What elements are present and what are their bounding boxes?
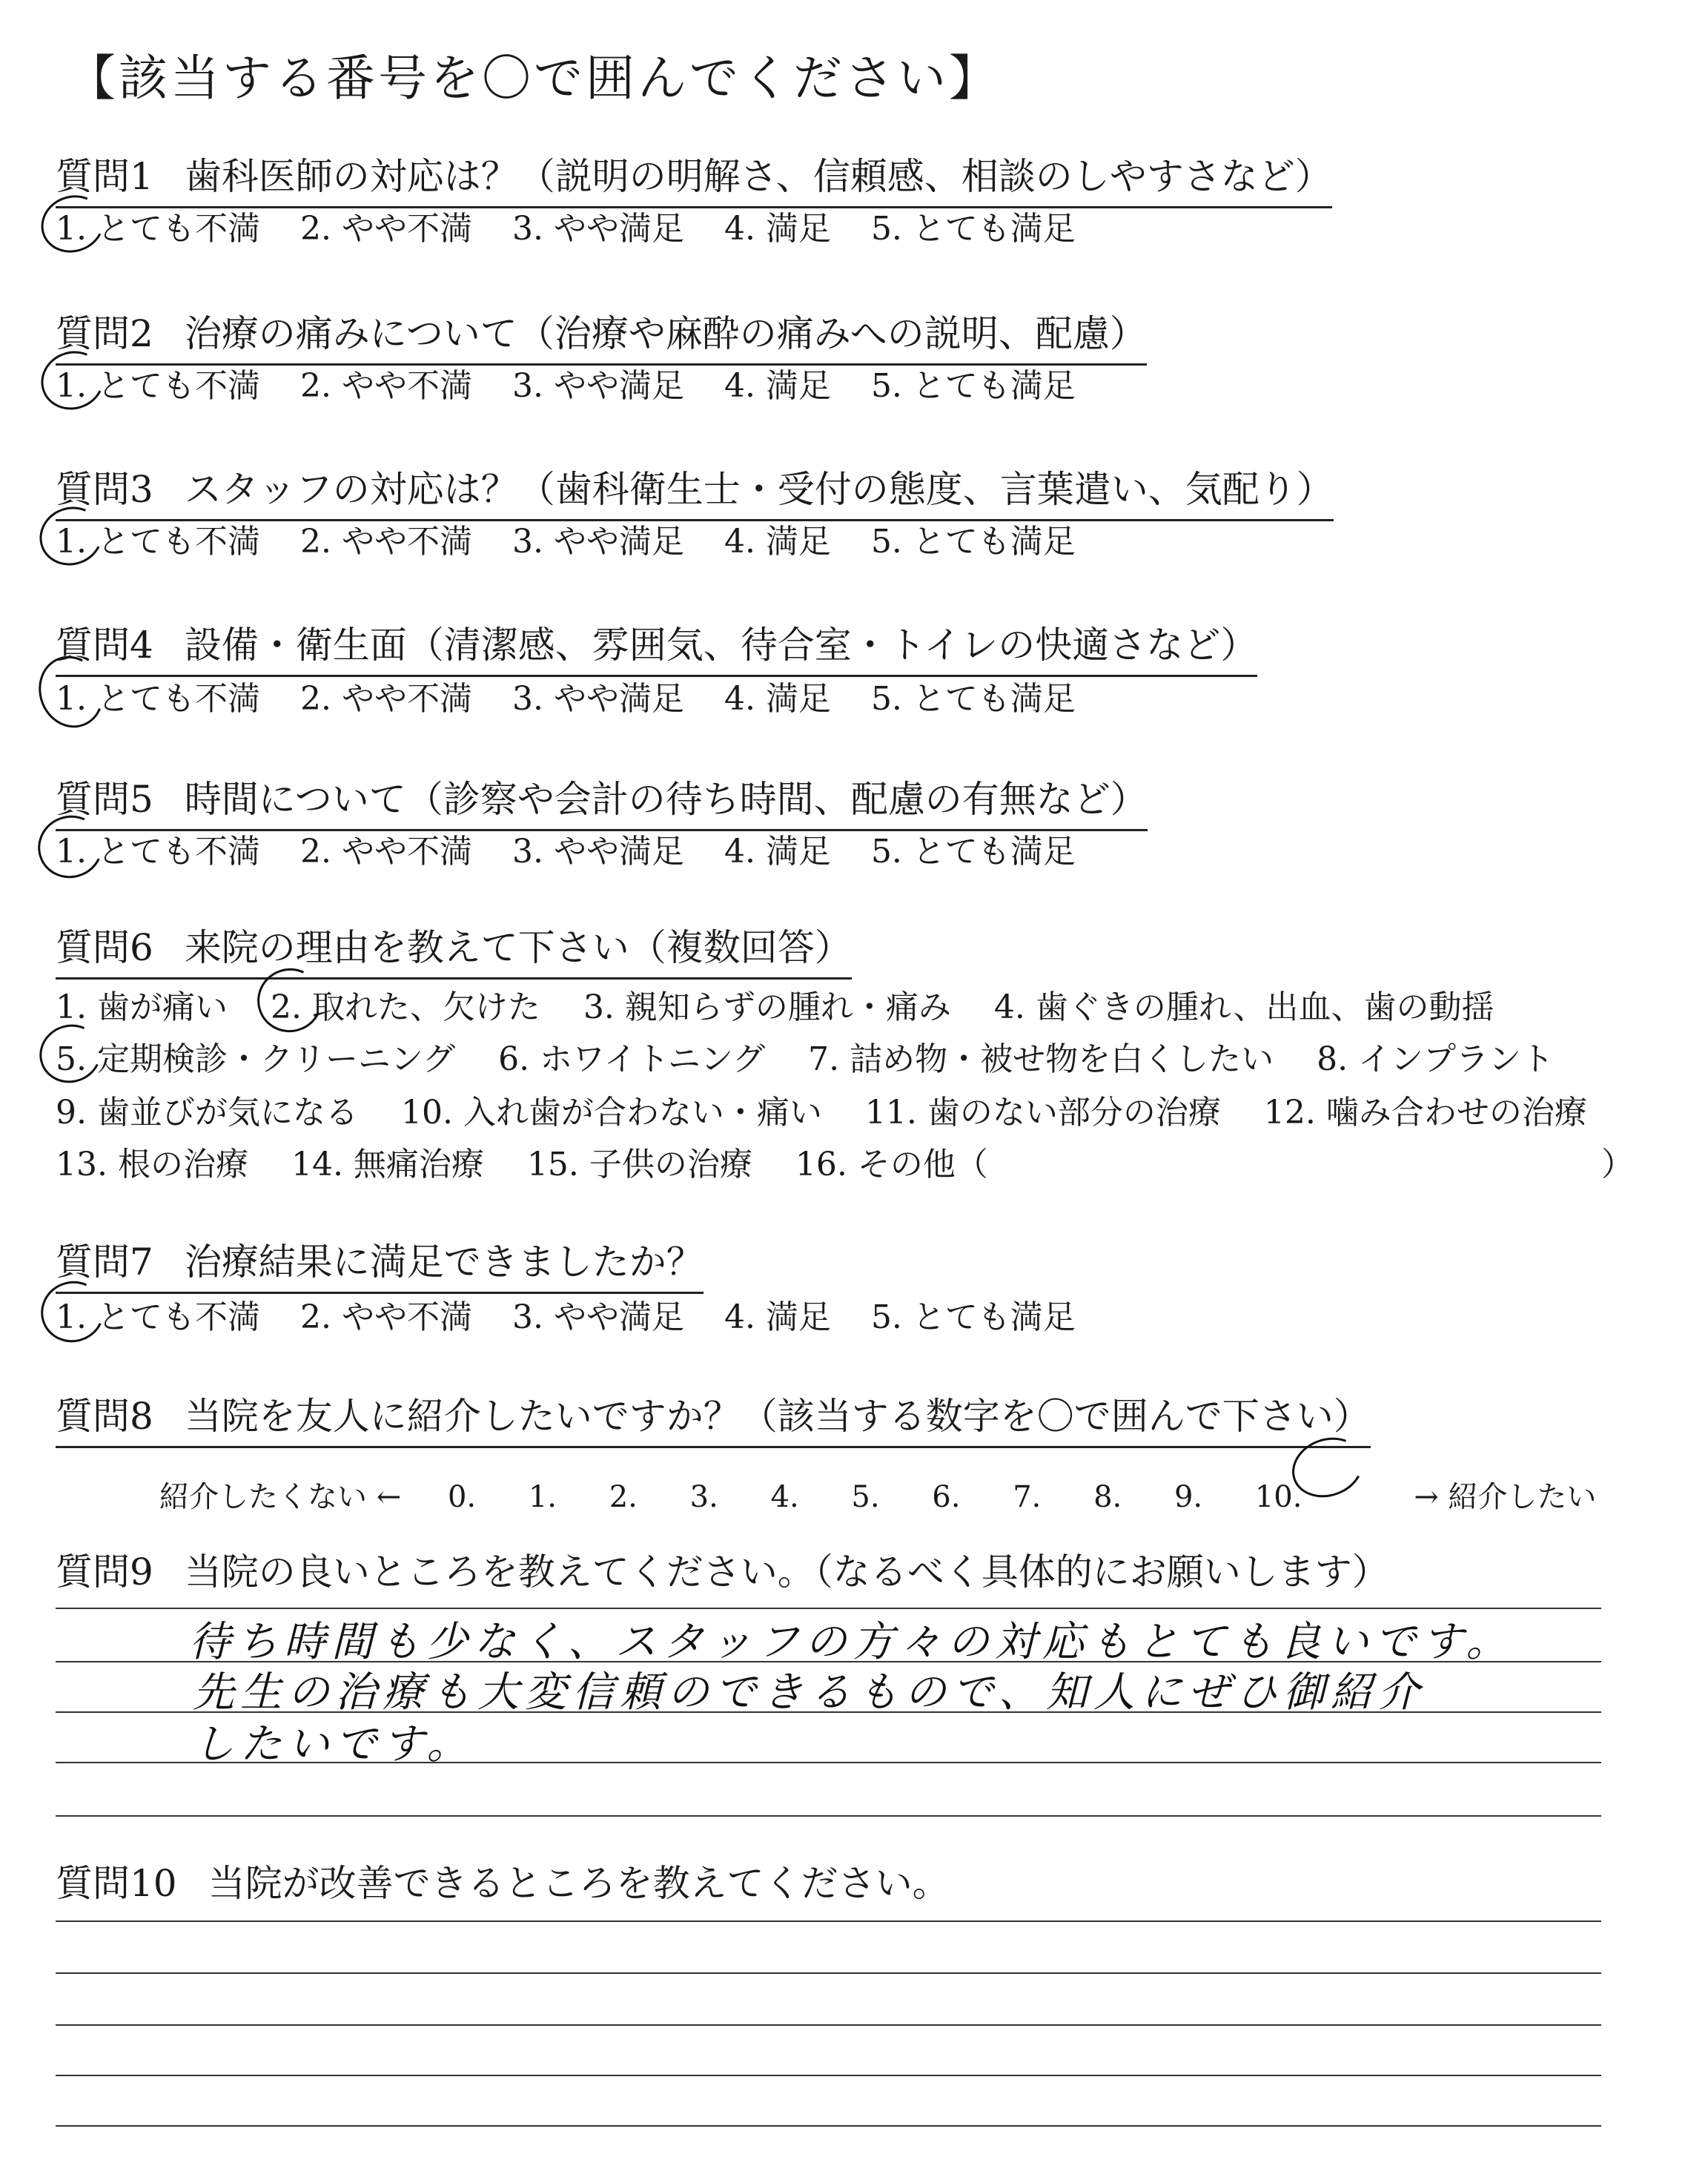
q5-option-5[interactable]: 5. とても満足: [870, 833, 1076, 871]
question-3-number: 質問3: [56, 468, 153, 511]
q5-option-4[interactable]: 4. 満足: [724, 833, 831, 871]
q5-option-1[interactable]: 1. とても不満: [56, 825, 260, 872]
scale-5[interactable]: 5.: [851, 1480, 880, 1514]
question-4-number: 質問4: [56, 624, 153, 667]
q6-option-1[interactable]: 1. 歯が痛い: [56, 988, 228, 1026]
handwritten-answer-line-2: 先生の治療も大変信頼のできるもので、知人にぜひ御紹介: [193, 1668, 1426, 1717]
scale-9[interactable]: 9.: [1174, 1480, 1203, 1514]
answer-line: [56, 2024, 1601, 2026]
question-8-scale: [159, 1449, 1596, 1516]
question-5-text: 時間について（診察や会計の待ち時間、配慮の有無など）: [184, 778, 1148, 821]
q4-option-5[interactable]: 5. とても満足: [870, 680, 1076, 718]
q3-option-5[interactable]: 5. とても満足: [870, 523, 1076, 561]
q1-option-3[interactable]: 3. やや満足: [512, 210, 684, 248]
answer-line: [56, 2075, 1601, 2076]
q2-option-1[interactable]: 1. とても不満: [56, 359, 260, 406]
question-6-row-2: [56, 1032, 1586, 1080]
question-9-number: 質問9: [56, 1550, 153, 1593]
q1-option-2[interactable]: 2. やや不満: [299, 210, 472, 248]
scale-low-label: 紹介したくない ←: [159, 1480, 402, 1514]
question-6-row-4: [56, 1137, 1021, 1185]
q6-option-14[interactable]: 14. 無痛治療: [291, 1146, 484, 1183]
question-5-options: [56, 825, 1105, 872]
question-6-row-1: [56, 980, 1527, 1028]
q6-option-9[interactable]: 9. 歯並びが気になる: [56, 1094, 358, 1132]
q7-option-4[interactable]: 4. 満足: [724, 1298, 831, 1336]
question-9-title: [56, 1542, 1389, 1602]
q7-option-2[interactable]: 2. やや不満: [299, 1298, 472, 1336]
scale-10[interactable]: 10.: [1255, 1449, 1375, 1514]
q6-option-6[interactable]: 6. ホワイトニング: [498, 1040, 766, 1078]
question-8-text: 当院を友人に紹介したいですか？（該当する数字を〇で囲んで下さい）: [184, 1395, 1371, 1438]
scale-6[interactable]: 6.: [932, 1480, 961, 1514]
q6-option-2[interactable]: 2. 取れた、欠けた: [271, 980, 540, 1028]
answer-line: [56, 1972, 1601, 1974]
q2-option-4[interactable]: 4. 満足: [724, 367, 831, 405]
question-1-text: 歯科医師の対応は？（説明の明解さ、信頼感、相談のしやすさなど）: [184, 155, 1332, 198]
q6-option-5[interactable]: 5. 定期検診・クリーニング: [56, 1032, 455, 1080]
q3-option-3[interactable]: 3. やや満足: [512, 523, 684, 561]
question-4-title: [56, 615, 1257, 677]
question-6-title: [56, 918, 852, 980]
q7-option-1[interactable]: 1. とても不満: [56, 1290, 260, 1338]
scale-8[interactable]: 8.: [1093, 1480, 1122, 1514]
question-2-title: [56, 304, 1147, 366]
answer-line: [56, 2125, 1601, 2127]
q3-option-4[interactable]: 4. 満足: [724, 523, 831, 561]
question-7-options: [56, 1290, 1105, 1338]
q2-option-5[interactable]: 5. とても満足: [870, 367, 1076, 405]
q6-option-10[interactable]: 10. 入れ歯が合わない・痛い: [400, 1094, 822, 1132]
scale-0[interactable]: 0.: [447, 1480, 477, 1514]
q2-option-2[interactable]: 2. やや不満: [299, 367, 472, 405]
question-3-text: スタッフの対応は？（歯科衛生士・受付の態度、言葉遣い、気配り）: [184, 468, 1334, 511]
scale-high-label: → 紹介したい: [1414, 1480, 1597, 1514]
question-2-text: 治療の痛みについて（治療や麻酔の痛みへの説明、配慮）: [184, 312, 1147, 355]
question-4-text: 設備・衛生面（清潔感、雰囲気、待合室・トイレの快適さなど）: [184, 624, 1258, 667]
q5-option-2[interactable]: 2. やや不満: [299, 833, 472, 871]
question-8-title: [56, 1387, 1371, 1448]
scale-1[interactable]: 1.: [528, 1480, 557, 1514]
question-10-number: 質問10: [56, 1862, 177, 1905]
question-1-options: [56, 202, 1105, 249]
q7-option-5[interactable]: 5. とても満足: [870, 1298, 1076, 1336]
q6-other-close-paren: ）: [1601, 1146, 1634, 1183]
q6-option-7[interactable]: 7. 詰め物・被せ物を白くしたい: [808, 1040, 1274, 1078]
question-10-text: 当院が改善できるところを教えてください。: [208, 1862, 950, 1905]
question-7-number: 質問7: [56, 1241, 153, 1284]
scale-7[interactable]: 7.: [1013, 1480, 1042, 1514]
question-10-title: [56, 1854, 950, 1913]
question-1-number: 質問1: [56, 155, 153, 198]
handwritten-answer-line-3: したいです。: [193, 1720, 474, 1768]
q5-option-3[interactable]: 3. やや満足: [512, 833, 684, 871]
question-2-options: [56, 359, 1105, 406]
question-9-text: 当院の良いところを教えてください。（なるべく具体的にお願いします）: [184, 1550, 1389, 1593]
scale-3[interactable]: 3.: [689, 1480, 718, 1514]
question-5-number: 質問5: [56, 778, 153, 821]
question-4-options: [56, 672, 1105, 719]
q1-option-4[interactable]: 4. 満足: [724, 210, 831, 248]
q6-option-4[interactable]: 4. 歯ぐきの腫れ、出血、歯の動揺: [993, 988, 1494, 1026]
q6-option-13[interactable]: 13. 根の治療: [56, 1146, 248, 1183]
question-6-row-3: [56, 1086, 1620, 1133]
q6-option-16[interactable]: 16. その他（: [795, 1146, 988, 1183]
q6-option-15[interactable]: 15. 子供の治療: [526, 1146, 752, 1183]
q6-option-12[interactable]: 12. 噛み合わせの治療: [1263, 1094, 1587, 1132]
q4-option-3[interactable]: 3. やや満足: [512, 680, 684, 718]
q6-option-11[interactable]: 11. 歯のない部分の治療: [864, 1094, 1221, 1132]
instruction-heading: 【該当する番号を〇で囲んでください】: [67, 50, 1001, 107]
answer-line: [56, 1920, 1601, 1922]
q2-option-3[interactable]: 3. やや満足: [512, 367, 684, 405]
q4-option-4[interactable]: 4. 満足: [724, 680, 831, 718]
scale-4[interactable]: 4.: [770, 1480, 799, 1514]
question-7-title: [56, 1232, 704, 1294]
q3-option-1[interactable]: 1. とても不満: [56, 515, 260, 562]
answer-line: [56, 1815, 1601, 1817]
q6-option-3[interactable]: 3. 親知らずの腫れ・痛み: [583, 988, 951, 1026]
question-8-number: 質問8: [56, 1395, 153, 1438]
question-1-title: [56, 147, 1332, 208]
q3-option-2[interactable]: 2. やや不満: [299, 523, 472, 561]
q6-option-8[interactable]: 8. インプラント: [1317, 1040, 1555, 1078]
question-5-title: [56, 770, 1148, 831]
handwritten-answer-line-1: 待ち時間も少なく、スタッフの方々の対応もとても良いです。: [189, 1618, 1514, 1666]
q4-option-2[interactable]: 2. やや不満: [299, 680, 472, 718]
q1-option-1[interactable]: 1. とても不満: [56, 202, 260, 249]
scale-2[interactable]: 2.: [609, 1480, 638, 1514]
q4-option-1[interactable]: 1. とても不満: [56, 672, 260, 719]
question-6-number: 質問6: [56, 926, 153, 969]
question-2-number: 質問2: [56, 312, 153, 355]
q1-option-5[interactable]: 5. とても満足: [870, 210, 1076, 248]
q7-option-3[interactable]: 3. やや満足: [512, 1298, 684, 1336]
question-3-options: [56, 515, 1105, 562]
question-7-text: 治療結果に満足できましたか？: [184, 1241, 704, 1284]
question-3-title: [56, 460, 1334, 521]
question-6-text: 来院の理由を教えて下さい（複数回答）: [184, 926, 852, 969]
